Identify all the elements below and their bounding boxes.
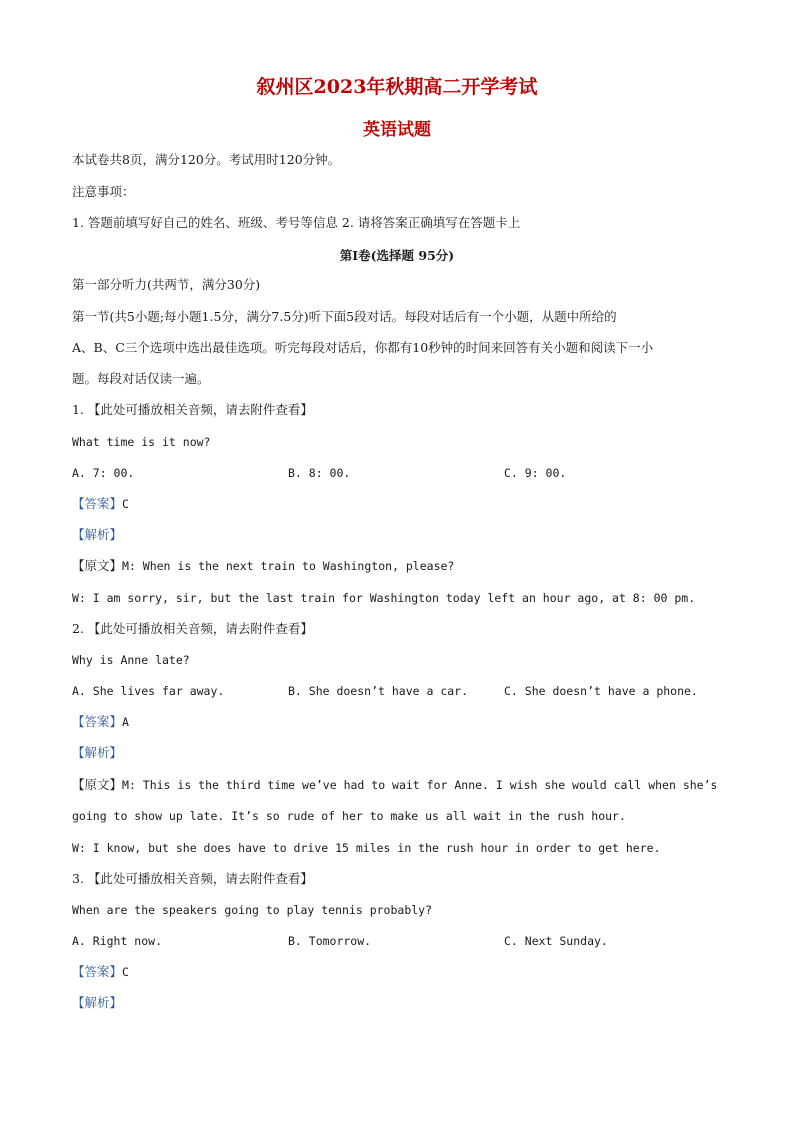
analysis-label: 【解析】 xyxy=(72,527,123,542)
page-subtitle: 英语试题 xyxy=(363,120,431,140)
original-label: 【原文】 xyxy=(72,777,123,792)
transcript-line: going to show up late. It’s so rude of her to make us all wait in the rush hour. xyxy=(72,809,626,823)
question-3-option-b: B. Tomorrow. xyxy=(288,934,372,948)
answer-label: 【答案】 xyxy=(72,964,123,979)
answer-value: A xyxy=(122,715,129,729)
transcript-line: M: When is the next train to Washington, please? xyxy=(122,559,455,573)
question-1-option-a: A. 7: 00. xyxy=(72,466,135,480)
analysis-label: 【解析】 xyxy=(72,745,123,760)
answer-value: C xyxy=(122,965,129,979)
question-1-stem: What time is it now? xyxy=(72,435,211,449)
part-heading: 第一部分听力(共两节，满分30分) xyxy=(72,277,261,292)
transcript-line: W: I am sorry, sir, but the last train for Washington today left an hour ago, at 8: 00 pm. xyxy=(72,591,696,605)
question-2-original xyxy=(72,777,717,793)
question-1-header: 1. 【此处可播放相关音频，请去附件查看】 xyxy=(72,402,313,417)
question-1-option-b: B. 8: 00. xyxy=(288,466,351,480)
analysis-label: 【解析】 xyxy=(72,995,123,1010)
question-2-option-b: B. She doesn’t have a car. xyxy=(288,684,469,698)
question-1-original xyxy=(72,558,454,574)
transcript-line: W: I know, but she does have to drive 15 miles in the rush hour in order to get here. xyxy=(72,841,661,855)
transcript-line: M: This is the third time we’ve had to wait for Anne. I wish she would call when she’s xyxy=(122,778,718,792)
exam-info: 本试卷共8页，满分120分。考试用时120分钟。 xyxy=(72,152,341,167)
question-2-option-a: A. She lives far away. xyxy=(72,684,225,698)
question-3-answer xyxy=(72,964,129,980)
question-3-option-a: A. Right now. xyxy=(72,934,163,948)
question-1-option-c: C. 9: 00. xyxy=(504,466,567,480)
answer-label: 【答案】 xyxy=(72,714,123,729)
question-2-analysis xyxy=(72,745,122,761)
instructions-line-1: 第一节(共5小题;每小题1.5分，满分7.5分)听下面5段对话。每段对话后有一个小题，从题中所给的 xyxy=(72,309,617,324)
question-3-option-c: C. Next Sunday. xyxy=(504,934,608,948)
question-1-answer xyxy=(72,496,129,512)
question-2-stem: Why is Anne late? xyxy=(72,653,190,667)
question-3-header: 3. 【此处可播放相关音频，请去附件查看】 xyxy=(72,871,313,886)
notes-text: 1. 答题前填写好自己的姓名、班级、考号等信息 2. 请将答案正确填写在答题卡上 xyxy=(72,215,521,230)
instructions-line-3: 题。每段对话仅读一遍。 xyxy=(72,371,210,386)
page-title: 叙州区2023年秋期高二开学考试 xyxy=(256,76,538,98)
question-2-header: 2. 【此处可播放相关音频，请去附件查看】 xyxy=(72,621,313,636)
question-2-option-c: C. She doesn’t have a phone. xyxy=(504,684,698,698)
notes-heading: 注意事项： xyxy=(72,184,135,199)
question-2-answer xyxy=(72,714,129,730)
question-3-stem: When are the speakers going to play tennis probably? xyxy=(72,903,433,917)
original-label: 【原文】 xyxy=(72,558,123,573)
instructions-line-2: A、B、C三个选项中选出最佳选项。听完每段对话后，你都有10秒钟的时间来回答有关小题和阅读下一小 xyxy=(72,340,654,355)
question-1-analysis xyxy=(72,527,122,543)
answer-label: 【答案】 xyxy=(72,496,123,511)
question-3-analysis xyxy=(72,995,122,1011)
answer-value: C xyxy=(122,497,129,511)
volume-heading: 第I卷(选择题 95分) xyxy=(339,248,455,263)
